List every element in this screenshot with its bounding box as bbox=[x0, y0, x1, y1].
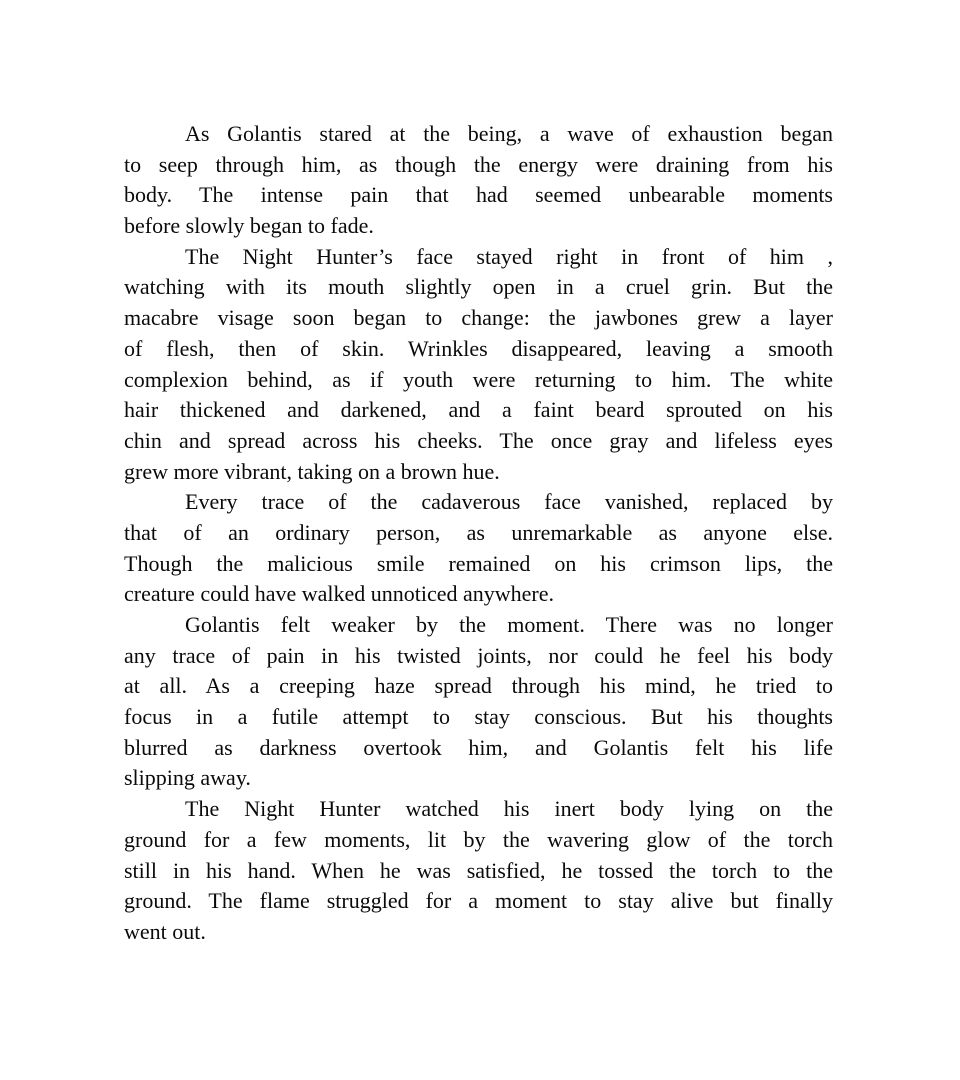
text-line: macabre visage soon began to change: the jawbones grew a layer bbox=[124, 305, 833, 331]
text-line: The Night Hunter’s face stayed right in front of him , bbox=[185, 243, 833, 269]
text-line: ground for a few moments, lit by the wavering glow of the torch bbox=[124, 826, 833, 852]
paragraph-5 bbox=[124, 794, 833, 947]
paragraph-2 bbox=[124, 242, 833, 488]
text-line: watching with its mouth slightly open in a cruel grin. But the bbox=[124, 274, 833, 300]
paragraph-4 bbox=[124, 610, 833, 794]
text-line: to seep through him, as though the energy were draining from his bbox=[124, 151, 833, 177]
text-line: slipping away. bbox=[124, 765, 251, 791]
text-line: The Night Hunter watched his inert body lying on the bbox=[185, 796, 833, 822]
text-line: grew more vibrant, taking on a brown hue. bbox=[124, 458, 500, 484]
text-line: hair thickened and darkened, and a faint beard sprouted on his bbox=[124, 397, 833, 423]
text-line: went out. bbox=[124, 918, 206, 944]
text-line: at all. As a creeping haze spread through his mind, he tried to bbox=[124, 673, 833, 699]
text-line: body. The intense pain that had seemed unbearable moments bbox=[124, 182, 833, 208]
text-line: chin and spread across his cheeks. The once gray and lifeless eyes bbox=[124, 427, 833, 453]
text-line: focus in a futile attempt to stay conscious. But his thoughts bbox=[124, 704, 833, 730]
text-line: that of an ordinary person, as unremarkable as anyone else. bbox=[124, 519, 833, 545]
text-line: of flesh, then of skin. Wrinkles disappeared, leaving a smooth bbox=[124, 335, 833, 361]
paragraph-3 bbox=[124, 487, 833, 610]
text-line: before slowly began to fade. bbox=[124, 213, 374, 239]
text-line: ground. The flame struggled for a moment to stay alive but finally bbox=[124, 888, 833, 914]
paragraph-1 bbox=[124, 119, 833, 242]
text-line: Golantis felt weaker by the moment. There was no longer bbox=[185, 612, 833, 637]
text-line: Every trace of the cadaverous face vanished, replaced by bbox=[185, 489, 833, 515]
text-line: complexion behind, as if youth were returning to him. The white bbox=[124, 366, 833, 392]
text-line: creature could have walked unnoticed anywhere. bbox=[124, 581, 555, 607]
text-line: blurred as darkness overtook him, and Golantis felt his life bbox=[124, 734, 833, 760]
text-line: As Golantis stared at the being, a wave of exhaustion began bbox=[185, 121, 833, 146]
text-line: any trace of pain in his twisted joints, nor could he feel his body bbox=[124, 642, 833, 668]
text-line: Though the malicious smile remained on his crimson lips, the bbox=[124, 550, 833, 576]
text-line: still in his hand. When he was satisfied, he tossed the torch to the bbox=[124, 857, 833, 883]
